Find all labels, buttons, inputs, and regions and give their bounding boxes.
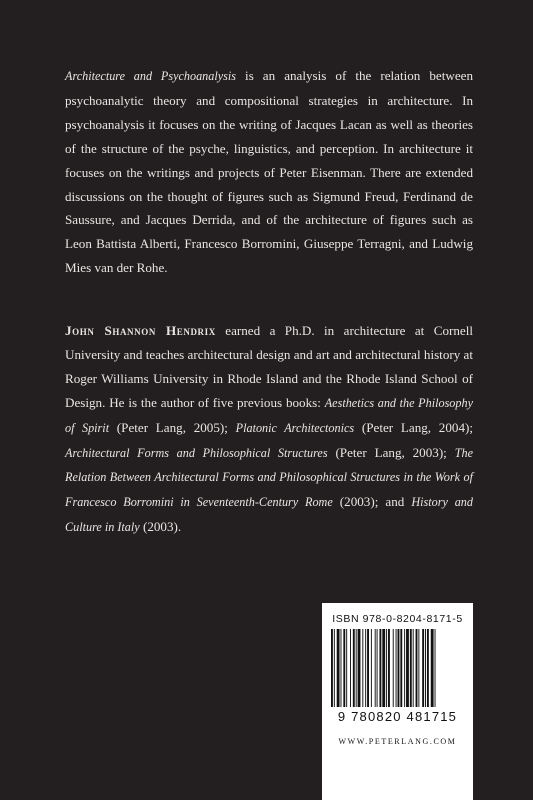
barcode-number: 9 780820 481715 [337, 709, 458, 724]
barcode-panel [322, 603, 473, 800]
barcode-bar [371, 629, 372, 707]
barcode-bar [416, 629, 418, 707]
barcode-bar [382, 629, 385, 707]
barcode-bar [413, 629, 414, 707]
book-title-4: The Relation Between Architectural Forms and Philosophical Structures in the Work of Francesco Borromini in Seventeenth-Century Rome [65, 445, 473, 510]
barcode-bar [343, 629, 345, 707]
barcode-bar [377, 629, 378, 707]
barcode-bar [386, 629, 387, 707]
blurb-section [65, 64, 473, 280]
barcode-bar [346, 629, 347, 707]
barcode-bar [362, 629, 363, 707]
barcode-bar [358, 629, 361, 707]
barcode-bar [379, 629, 381, 707]
blurb-paragraph [65, 64, 473, 280]
barcode-bar [406, 629, 409, 707]
barcode-bar [404, 629, 405, 707]
barcode-bar [398, 629, 400, 707]
barcode-bar [375, 629, 376, 707]
book-title-5: History and Culture in Italy [65, 495, 473, 535]
barcode-bar [435, 629, 436, 707]
barcode-bar [365, 629, 366, 707]
barcode-bar [388, 629, 390, 707]
barcode-bar [334, 629, 335, 707]
barcode-bar [427, 629, 429, 707]
barcode-bar [350, 629, 351, 707]
bio-text-5: (2003); and [332, 494, 412, 510]
bio-text-6: (2003). [139, 519, 182, 535]
barcode-bar [418, 629, 419, 707]
barcode-bar [425, 629, 426, 707]
barcode-bar [431, 629, 434, 707]
isbn-label: ISBN 978-0-8204-8171-5 [332, 613, 463, 625]
barcode-bar [422, 629, 424, 707]
author-bio-section [65, 319, 473, 540]
barcode-bar [393, 629, 394, 707]
publisher-url: WWW.PETERLANG.COM [338, 737, 457, 746]
author-bio-paragraph [65, 319, 473, 540]
barcode-image [329, 629, 466, 709]
barcode-bar [396, 629, 397, 707]
barcode-bar [337, 629, 340, 707]
barcode-bar [356, 629, 357, 707]
author-name: John Shannon Hendrix [65, 323, 216, 338]
bio-text-1: earned a Ph.D. in architecture at Cornell University and teaches architectural design and art and architectural history at Roger Williams University in Rhode Island and the Rhode Island School of Design. He is the author of five previous books: [65, 323, 473, 410]
barcode-bar [367, 629, 369, 707]
barcode-bar [400, 629, 402, 707]
barcode-bar [331, 629, 333, 707]
bio-text-3: (Peter Lang, 2004); [354, 419, 473, 435]
barcode-bar [341, 629, 342, 707]
barcode-bar [353, 629, 355, 707]
book-title-3: Architectural Forms and Philosophical Structures [65, 445, 328, 460]
book-title: Architecture and Psychoanalysis [65, 69, 237, 83]
book-title-1: Aesthetics and the Philosophy of Spirit [65, 395, 473, 435]
blurb-text: is an analysis of the relation between psychoanalytic theory and compositional strategies in architecture. In psychoanalysis it focuses on the writing of Jacques Lacan as well as theories of the structure of the psyche, linguistics, and perception. In architecture it focuses on the writings and projects of Peter Eisenman. There are extended discussions on the thought of figures such as Sigmund Freud, Ferdinand de Saussure, and Jacques Derrida, and of the architecture of figures such as Leon Battista Alberti, Francesco Borromini, Giuseppe Terragni, and Ludwig Mies van der Rohe. [65, 68, 473, 276]
barcode-bar [410, 629, 412, 707]
bio-text-4: (Peter Lang, 2003); [327, 444, 455, 460]
book-title-2: Platonic Architectonics [235, 420, 355, 435]
bio-text-2: (Peter Lang, 2005); [109, 419, 236, 435]
